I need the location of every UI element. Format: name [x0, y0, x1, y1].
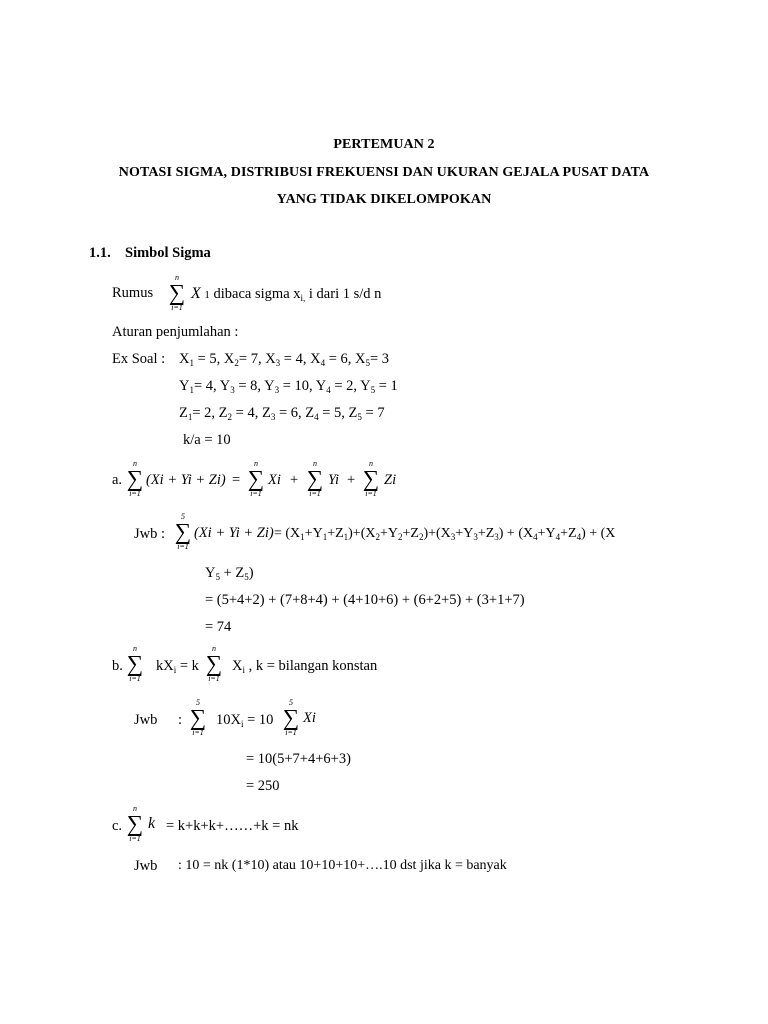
- exsoal-z-line: [179, 406, 385, 421]
- z-sub: 4: [314, 412, 319, 422]
- y-part: = 10, Y: [279, 378, 327, 394]
- sigma-lower: i=1: [309, 489, 321, 498]
- y-sub: 4: [326, 385, 331, 395]
- rumus-text2: i dari 1 s/d n: [305, 286, 382, 302]
- a-jwb-continuation: [205, 566, 254, 581]
- sigma-symbol: ∑: [189, 705, 207, 730]
- sigma-lower: i=1: [129, 674, 141, 683]
- a-jwb-expr: (Xi + Yi + Zi): [194, 525, 274, 541]
- a-step-3: = 74: [205, 619, 232, 635]
- z-sub: 3: [270, 412, 276, 422]
- x-part: = 3: [369, 351, 390, 367]
- a-plus-1: +: [290, 472, 299, 488]
- c-rhs: = k+k+k+……+k = nk: [166, 818, 299, 834]
- rhs-sub: 1: [322, 532, 328, 542]
- exsoal-x-line: [179, 352, 389, 367]
- y-sub: 1: [189, 385, 194, 395]
- b-label: b.: [112, 658, 123, 674]
- sigma-upper: 5: [181, 512, 185, 521]
- sigma-lower: i=1: [192, 728, 204, 737]
- sigma-b-1: [124, 645, 146, 684]
- rhs-part: +Y: [537, 526, 556, 541]
- rhs-part: )+(X: [348, 526, 376, 541]
- y-sub: 5: [370, 385, 376, 395]
- sigma-upper: n: [175, 273, 179, 282]
- c-var: k: [148, 815, 156, 832]
- x-sub: 1: [189, 358, 194, 368]
- rhs-sub: 3: [494, 532, 499, 542]
- b-jwb-part: 10X: [216, 712, 241, 728]
- sigma-lower: i=1: [171, 303, 183, 312]
- rumus-var: X: [191, 285, 201, 302]
- rumus-sub: 1: [204, 289, 210, 301]
- sigma-symbol: ∑: [205, 651, 223, 676]
- b-part: = k: [176, 658, 199, 674]
- b-step-2: = 10(5+7+4+6+3): [246, 751, 351, 767]
- rhs-sub: 4: [576, 532, 582, 542]
- sigma-rumus: [166, 274, 188, 313]
- a-jwb-rhs: [274, 527, 615, 541]
- b-jwb-label: Jwb: [134, 712, 158, 728]
- sigma-lower: i=1: [285, 728, 297, 737]
- rumus-formula: [191, 286, 381, 302]
- sigma-upper: n: [133, 644, 137, 653]
- y-sub: 3: [274, 385, 280, 395]
- b-text-2: [232, 659, 377, 674]
- x-sub: 3: [275, 358, 281, 368]
- sigma-symbol: ∑: [282, 705, 300, 730]
- z-part: = 6, Z: [275, 405, 315, 421]
- sigma-symbol: ∑: [174, 519, 192, 544]
- b-jwb-colon: :: [178, 712, 183, 728]
- rhs-part: +Y: [304, 526, 323, 541]
- rhs-sub: 4: [533, 532, 538, 542]
- x-part: = 5, X: [193, 351, 235, 367]
- sigma-lower: i=1: [177, 542, 189, 551]
- y-part: Y: [179, 378, 190, 394]
- b-sub: i: [173, 665, 177, 675]
- rhs-part: ) + (X: [498, 526, 534, 541]
- aturan-label: Aturan penjumlahan :: [112, 324, 239, 340]
- rhs-sub: 1: [300, 532, 305, 542]
- sigma-a-lhs: [124, 460, 146, 499]
- a-plus-2: +: [347, 472, 356, 488]
- x-part: = 6, X: [325, 351, 366, 367]
- z-part: Z: [179, 405, 188, 421]
- y-part: = 1: [375, 378, 398, 394]
- exsoal-y-line: [179, 379, 398, 394]
- rhs-part: +Z: [327, 526, 344, 541]
- sigma-symbol: ∑: [306, 466, 324, 491]
- sigma-upper: n: [133, 459, 137, 468]
- rhs-part: +Y: [379, 526, 398, 541]
- b-text-1: [156, 659, 199, 674]
- a-step-2: = (5+4+2) + (7+8+4) + (4+10+6) + (6+2+5) + (3+1+7): [205, 592, 525, 608]
- sigma-upper: 5: [196, 698, 200, 707]
- c-jwb-label: Jwb: [134, 858, 158, 874]
- x-part: = 4, X: [280, 351, 321, 367]
- b-jwb-var: Xi: [303, 710, 316, 726]
- cont-sub: 5: [215, 572, 220, 582]
- x-part: = 7, X: [238, 351, 276, 367]
- y-part: = 2, Y: [330, 378, 371, 394]
- z-part: = 4, Z: [232, 405, 271, 421]
- c-label: c.: [112, 818, 123, 834]
- z-sub: 2: [227, 412, 233, 422]
- b-part: , k = bilangan konstan: [245, 658, 378, 674]
- a-term-zi: Zi: [384, 472, 397, 488]
- b-part: kX: [156, 658, 174, 674]
- rhs-sub: 2: [375, 532, 380, 542]
- cont-part: Y: [205, 565, 216, 581]
- b-jwb-part: = 10: [243, 712, 274, 728]
- rhs-sub: 3: [450, 532, 456, 542]
- rhs-sub: 2: [418, 532, 424, 542]
- rhs-part: +Y: [455, 526, 474, 541]
- page-title: PERTEMUAN 2: [333, 137, 435, 152]
- a-label: a.: [112, 472, 123, 488]
- x-sub: 4: [320, 358, 326, 368]
- sigma-lower: i=1: [208, 674, 220, 683]
- a-equals: =: [232, 472, 241, 488]
- a-term-yi: Yi: [328, 472, 340, 488]
- rhs-part: = (X: [274, 526, 301, 541]
- sigma-lower: i=1: [129, 834, 141, 843]
- title-line-2: NOTASI SIGMA, DISTRIBUSI FREKUENSI DAN UKURAN GEJALA PUSAT DATA: [118, 165, 650, 180]
- b-sub: i: [242, 665, 245, 675]
- y-sub: 3: [230, 385, 235, 395]
- exsoal-k-line: k/a = 10: [183, 432, 231, 448]
- a-jwb-label: Jwb :: [134, 526, 166, 542]
- a-lhs-expr: (Xi + Yi + Zi): [146, 472, 226, 488]
- sigma-upper: 5: [289, 698, 293, 707]
- sigma-symbol: ∑: [126, 466, 144, 491]
- b-jwb-mid: [216, 713, 273, 728]
- sigma-lower: i=1: [129, 489, 141, 498]
- rhs-sub: 3: [473, 532, 478, 542]
- sigma-upper: n: [313, 459, 317, 468]
- sigma-a-t2: [304, 460, 326, 499]
- y-part: = 4, Y: [193, 378, 231, 394]
- section-heading: Simbol Sigma: [125, 245, 211, 261]
- rumus-sub2: i,: [300, 293, 306, 303]
- sigma-lower: i=1: [250, 489, 262, 498]
- c-jwb-text: : 10 = nk (1*10) atau 10+10+10+….10 dst jika k = banyak: [178, 858, 507, 873]
- rhs-sub: 4: [555, 532, 561, 542]
- sigma-symbol: ∑: [362, 466, 380, 491]
- sigma-upper: n: [254, 459, 258, 468]
- sigma-b-2: [203, 645, 225, 684]
- exsoal-label: Ex Soal :: [112, 351, 166, 367]
- x-sub: 5: [365, 358, 370, 368]
- b-part: X: [232, 658, 243, 674]
- rhs-part: +Z: [560, 526, 577, 541]
- sigma-c: [124, 805, 146, 844]
- rhs-part: +Z: [477, 526, 495, 541]
- rhs-sub: 2: [398, 532, 403, 542]
- b-step-3: = 250: [246, 778, 280, 794]
- cont-sub: 5: [244, 572, 249, 582]
- z-part: = 2, Z: [192, 405, 228, 421]
- sigma-upper: n: [369, 459, 373, 468]
- cont-part: + Z: [219, 565, 245, 581]
- y-part: = 8, Y: [234, 378, 275, 394]
- sigma-upper: n: [212, 644, 216, 653]
- sigma-b-jwb-1: [187, 699, 209, 738]
- sigma-a-t1: [245, 460, 267, 499]
- rumus-label: Rumus: [112, 285, 154, 301]
- sigma-lower: i=1: [365, 489, 377, 498]
- x-part: X: [179, 351, 190, 367]
- z-part: = 5, Z: [318, 405, 358, 421]
- z-sub: 1: [187, 412, 193, 422]
- sigma-symbol: ∑: [126, 811, 144, 836]
- b-jwb-sub: i: [240, 719, 244, 729]
- z-sub: 5: [357, 412, 362, 422]
- sigma-symbol: ∑: [126, 651, 144, 676]
- sigma-a-jwb: [172, 513, 194, 552]
- rhs-part: +Z: [402, 526, 419, 541]
- section-number: 1.1.: [89, 245, 111, 261]
- sigma-upper: n: [133, 804, 137, 813]
- a-term-xi: Xi: [268, 472, 281, 488]
- sigma-b-jwb-2: [280, 699, 302, 738]
- cont-part: ): [248, 565, 254, 581]
- sigma-symbol: ∑: [247, 466, 265, 491]
- z-part: = 7: [361, 405, 385, 421]
- rhs-sub: 1: [343, 532, 349, 542]
- title-line-3: YANG TIDAK DIKELOMPOKAN: [276, 192, 492, 207]
- sigma-symbol: ∑: [168, 280, 186, 305]
- rhs-part: )+(X: [423, 526, 451, 541]
- sigma-a-t3: [360, 460, 382, 499]
- rumus-text: dibaca sigma x: [213, 286, 301, 302]
- rhs-part: ) + (X: [581, 526, 616, 541]
- x-sub: 2: [234, 358, 239, 368]
